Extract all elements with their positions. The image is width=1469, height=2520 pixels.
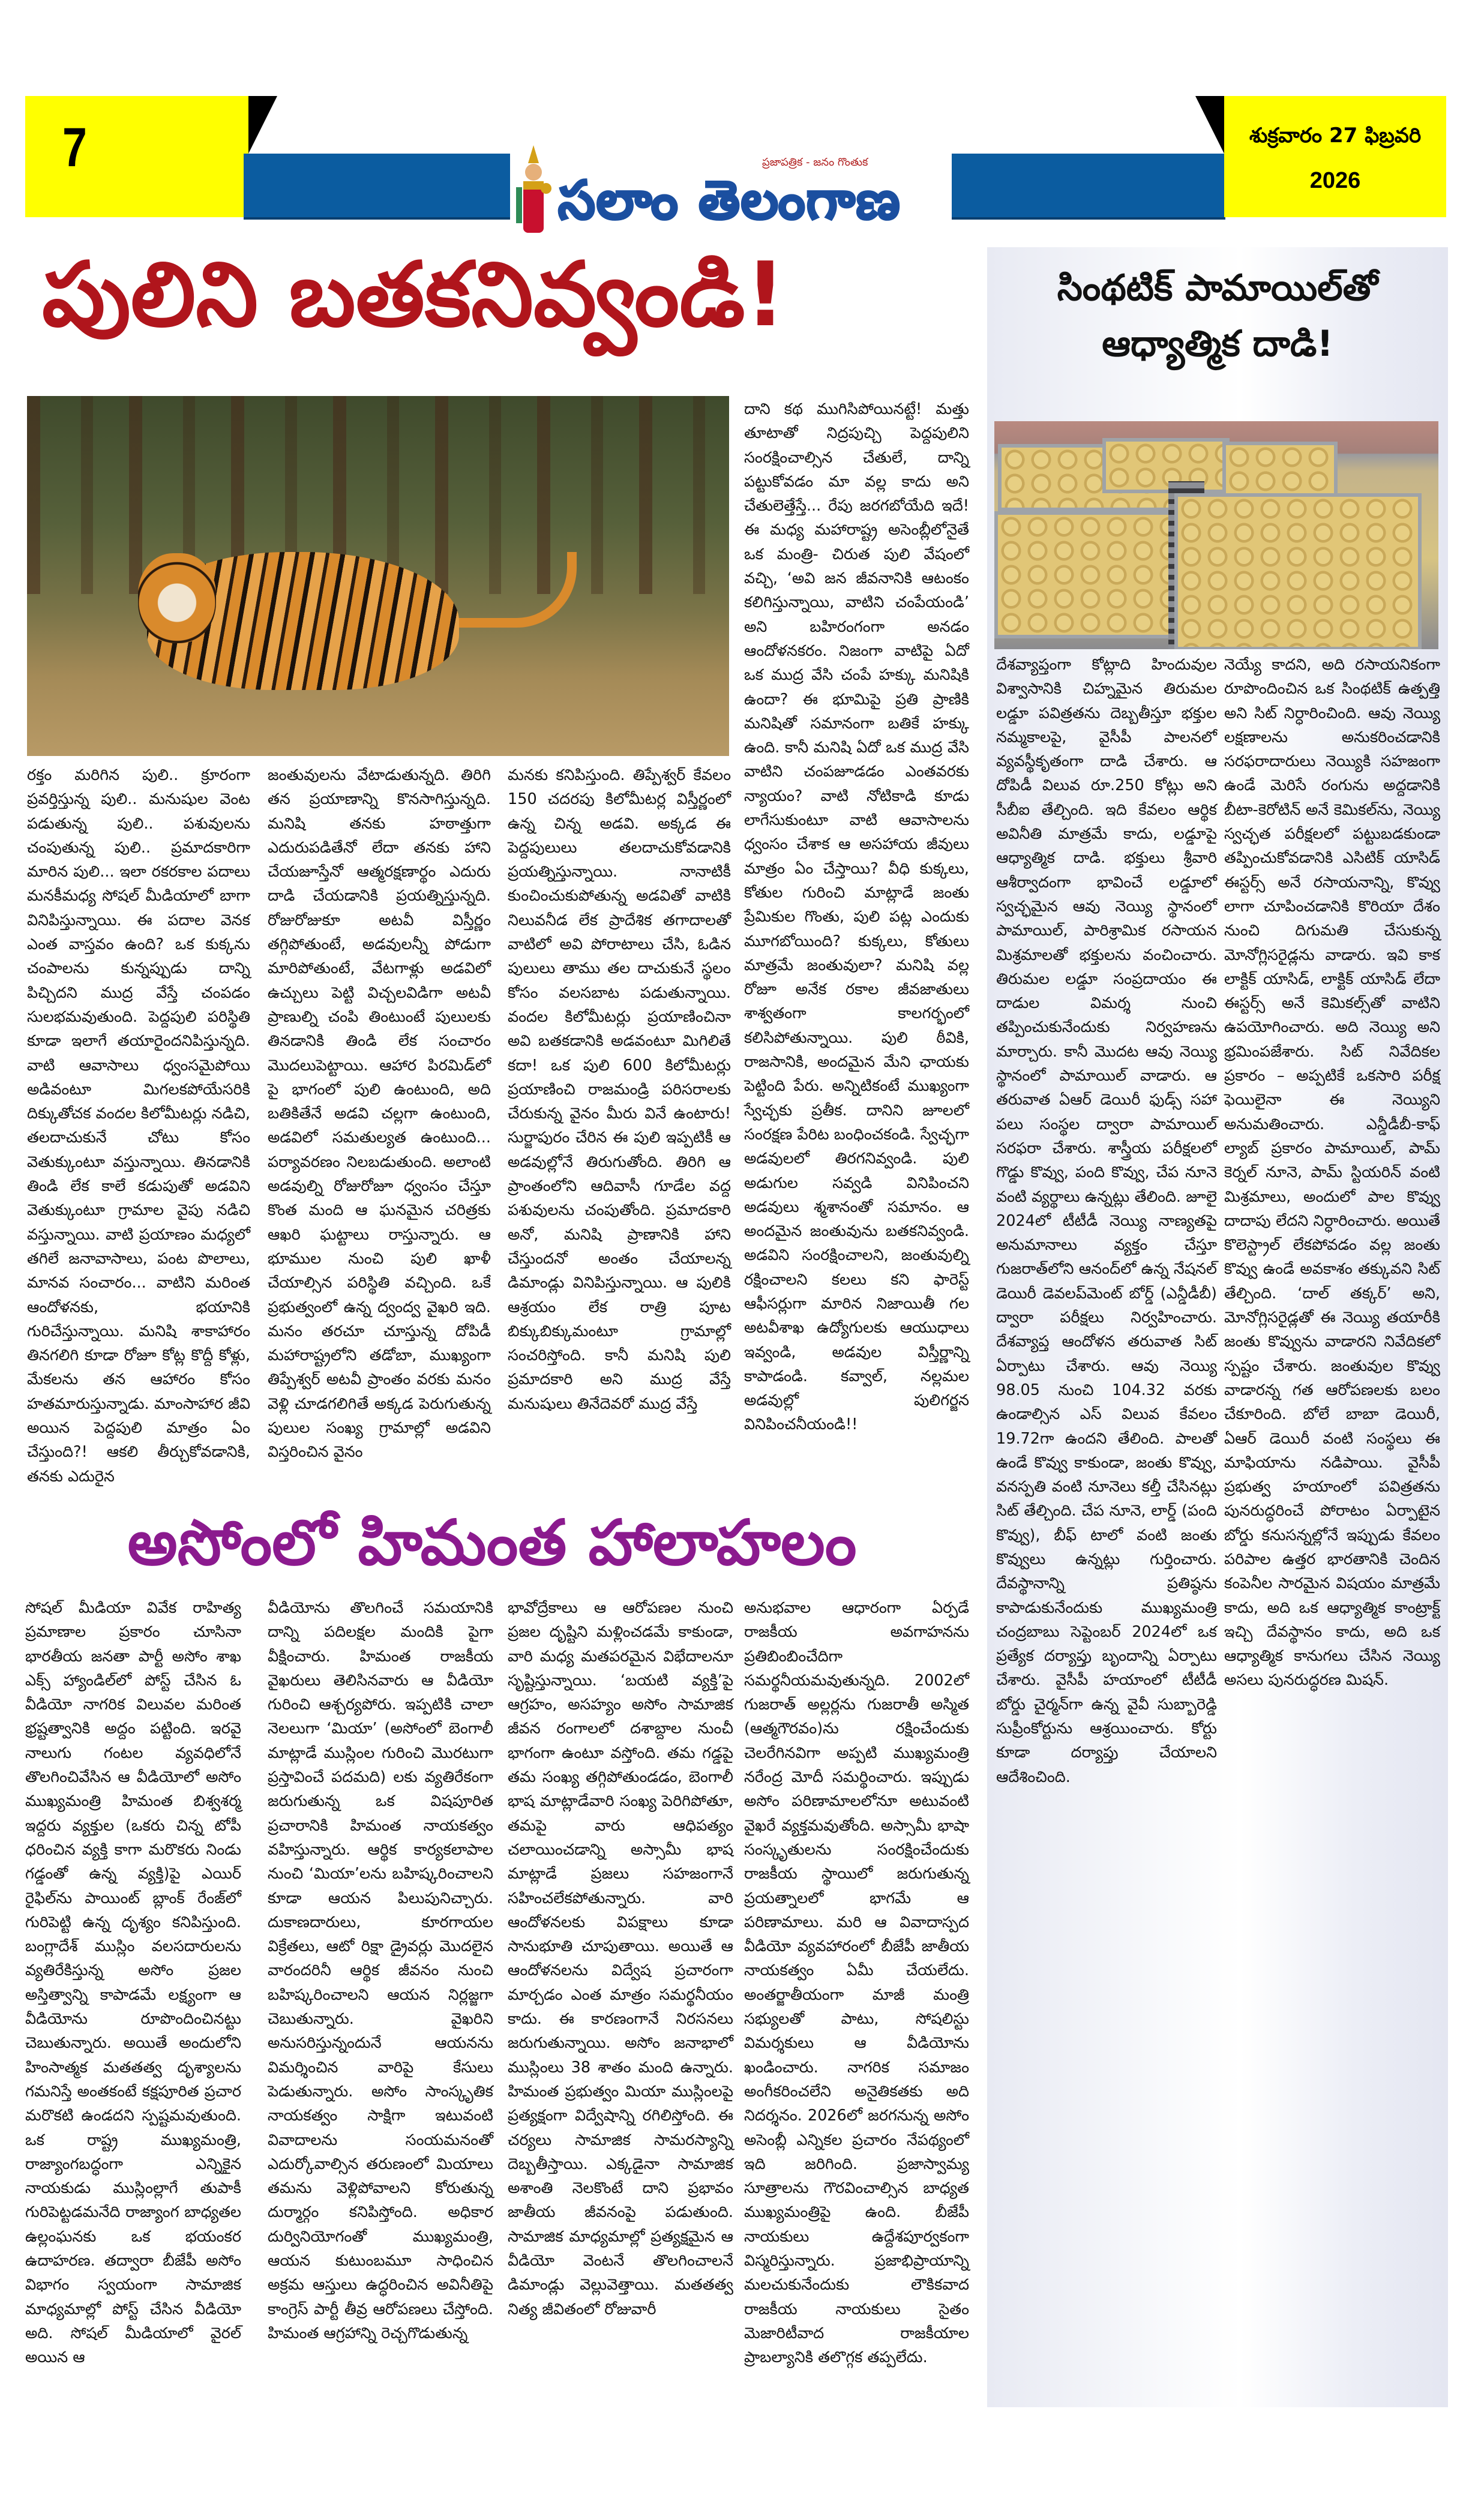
article-text: మనకు కనిపిస్తుంది. తిప్పేశ్వర్ కేవలం 150 చదరపు కిలోమీటర్ల విస్తీర్ణంలో ఉన్న చిన్న అడవి. అక్కడ ఈ పెద్దపులులు తలదాచుకోవడానికి ప్రయత్నిస్తున్నాయి. నానాటికీ కుంచించుకుపోతున్న అడవితో వాటికి నిలువనీడ లేక ప్రాదేశిక తగాదాలతో వాటిలో అవి పోరాటాలు చేసి, ఓడిన పులులు తాము తల దాచుకునే స్థలం కోసం వలసబాట పడుతున్నాయి. వందల కిలోమీటర్లు ప్రయాణించినా అవి బతకడానికి అడవంటూ మిగిలితే కదా! ఒక పులి 600 కిలోమీటర్లు ప్రయాణించి రాజమండ్రి పరిసరాలకు చేరుకున్న వైనం మీరు వినే ఉంటారు! సుర్జాపురం చేరిన ఈ పులి ఇప్పటికీ ఆ అడవుల్లోనే తిరుగుతోంది. తిరిగి ఆ ప్రాంతంలోని ఆదివాసీ గూడేల వద్ద పశువులను చంపుతోంది. ప్రమాదకారి అనో, మనిషి ప్రాణానికి హాని చేస్తుందనో అంతం చేయాలన్న డిమాండ్లు వినిపిస్తున్నాయి. ఆ పులికి ఆశ్రయం లేక రాత్రి పూట బిక్కుబిక్కుమంటూ గ్రామాల్లో సంచరిస్తోంది. కానీ మనిషి పులి ప్రమాదకారి అని ముద్ర వేస్తే మనుషులు తినేదెవరో ముద్ర వేస్తే (508, 766, 731, 1413)
sidebar-column-1 (996, 653, 1217, 1789)
article-text: నెయ్యే కాదని, అది రసాయనికంగా రూపొందించిన ఒక సింథటిక్ ఉత్పత్తి అని సిట్ నిర్ధారించింది. ఆవు నెయ్యి లక్షణాలను అనుకరించడానికి సరఫరాదారులు నెయ్యికి సహజంగా ఉండే మెరిసే రంగును అద్దడానికి బీటా-కెరోటిన్ అనే కెమికల్‌ను, నెయ్యి స్వచ్ఛత పరీక్షలలో పట్టుబడకుండా తప్పించుకోవడానికి ఎసిటిక్ యాసిడ్ ఈస్టర్స్ అనే రసాయనాన్ని, కొవ్వు లాగా చూపించడానికి కొరియా దేశం నుంచి దిగుమతి చేసుకున్న మోనోగ్లిసరైడ్లను వాడారు. ఇవి కాక లాక్టిక్ యాసిడ్, లాక్టిక్ యాసిడ్ లేదా ఈస్టర్స్ అనే కెమికల్స్‌తో వాటిని ఉపయోగించారు. అది నెయ్యి అని భ్రమింపజేశారు. సిట్ నివేదికల ప్రకారం – అప్పటికే ఒకసారి పరీక్ష ఫెయిలైనా ఈ నెయ్యిని అనుమతించారు. ఎన్డీడీబీ-కాఫ్ ల్యాబ్ ప్రకారం పామాయిల్, పామ్ కెర్నల్ నూనె, పామ్ స్టియరిన్ వంటి మిశ్రమాలు, అందులో పాల కొవ్వు దాదాపు లేదని నిర్ధారించారు. అయితే కొలెస్ట్రాల్ లేకపోవడం వల్ల జంతు కొవ్వు ఉండే అవకాశం తక్కువని సిట్ తేల్చింది. ‘దాల్ తక్కర్’ అని, మోనోగ్లిసరైడ్లతో ఈ నెయ్యి తయారీకి జంతు కొవ్వును వాడారని నివేదికలో స్పష్టం చేశారు. జంతువుల కొవ్వు వాడారన్న గత ఆరోపణలకు బలం చేకూరింది. బోలే బాబా డెయిరీ, ఏఆర్ డెయిరీ వంటి సంస్థలు ఈ మాఫియాను నడిపాయి. వైసీపీ ప్రభుత్వ హయాంలో పవిత్రతను పునరుద్ధరించే పోరాటం ఏర్పాటైన బోర్డు కనుసన్నల్లోనే ఇప్పుడు కేవలం పరిపాల ఉత్తర భారతానికి చెందిన కంపెనీల సారమైన విషయం మాత్రమే కాదు, అది ఒక ఆధ్యాత్మిక కాంట్రాక్ట్ ఇచ్చి దేవస్థానం కాదు, అది ఒక ఆధ్యాత్మిక కానుగలు చేసిన నెయ్యి అసలు పునరుద్ధరణ మిషన్. (1224, 656, 1440, 1690)
goddess-icon (515, 145, 552, 235)
tiger-article-column-2 (268, 763, 491, 1465)
article-text: అనుభవాల ఆధారంగా ఏర్పడే రాజకీయ అవగాహనను ప్రతిబింబించేదిగా సమర్థనీయమవుతున్నది. 2002లో గుజరాత్ అల్లర్లను గుజరాతీ అస్మిత (ఆత్మగౌరవం)ను రక్షించేందుకు చెలరేగినవిగా అప్పటి ముఖ్యమంత్రి నరేంద్ర మోదీ సమర్థించారు. ఇప్పుడు అసోం పరిణామాలలోనూ అటువంటి వైఖరే వ్యక్తమవుతోంది. అస్సామీ భాషా సంస్కృతులను సంరక్షించేందుకు రాజకీయ స్థాయిలో జరుగుతున్న ప్రయత్నాలలో భాగమే ఆ పరిణామాలు. మరి ఆ వివాదాస్పద వీడియో వ్యవహారంలో బీజేపీ జాతీయ నాయకత్వం ఏమీ చేయలేదు. అంతర్జాతీయంగా మాజీ మంత్రి సభ్యులతో పాటు, సోషలిస్టు విమర్శకులు ఆ వీడియోను ఖండించారు. నాగరిక సమాజం అంగీకరించలేని అనైతికతకు అది నిదర్శనం. 2026లో జరగనున్న అసోం అసెంబ్లీ ఎన్నికల ప్రచారం నేపథ్యంలో ఇది జరిగింది. ప్రజాస్వామ్య సూత్రాలను గౌరవించాల్సిన బాధ్యత ముఖ్యమంత్రిపై ఉంది. బీజేపీ నాయకులు ఉద్దేశపూర్వకంగా విస్మరిస్తున్నారు. ప్రజాభిప్రాయాన్ని మలచుకునేందుకు లౌకికవాద రాజకీయ నాయకులు సైతం మెజారిటీవాద రాజకీయాల ప్రాబల్యానికి తలొగ్గక తప్పలేదు. (744, 1599, 969, 2367)
article-text: జంతువులను వేటాడుతున్నది. తిరిగి తన ప్రయాణాన్ని కొనసాగిస్తున్నది. మనిషి తనకు హఠాత్తుగా ఎదురుపడితేనో లేదా తనకు హాని చేయజూస్తేనో ఆత్మరక్షణార్థం ఎదురు దాడి చేయడానికి ప్రయత్నిస్తున్నది. రోజురోజుకూ అటవీ విస్తీర్ణం తగ్గిపోతుంటే, అడవులన్నీ పోడుగా మారిపోతుంటే, వేటగాళ్లు అడవిలో ఉచ్చులు పెట్టి విచ్చలవిడిగా అటవీ ప్రాణుల్ని చంపి తింటుంటే పులులకు తినడానికి తిండి లేక సంచారం మొదలుపెట్టాయి. ఆహార పిరమిడ్‌లో పై భాగంలో పులి ఉంటుంది, అది బతికితేనే అడవి చల్లగా ఉంటుంది, అడవిలో సమతుల్యత ఉంటుంది... పర్యావరణం నిలబడుతుంది. అలాంటి అడవుల్ని రోజురోజూ ధ్వంసం చేస్తూ కొంత మంది ఆ ఘనమైన చరిత్రకు ఆఖరి ఘట్టాలు రాస్తున్నారు. ఆ భూముల నుంచి పులి ఖాళీ చేయాల్సిన పరిస్థితి వచ్చింది. ఒకే ప్రభుత్వంలో ఉన్న ద్వంద్వ వైఖరి ఇది. మనం తరచూ చూస్తున్న దోపిడీ మహారాష్ట్రలోని తడోబా, ముఖ్యంగా తిప్పేశ్వర్ అటవీ ప్రాంతం వరకు మనం వెళ్లి చూడగలిగితే అక్కడ పెరుగుతున్న పులుల సంఖ్య గ్రామాల్లో అడవిని విస్తరించిన వైనం (268, 766, 491, 1462)
laddu-tray (1174, 493, 1422, 649)
laddu-tray (1102, 438, 1230, 493)
tiger-article-column-1 (27, 763, 250, 1489)
masthead-divider-left (248, 96, 277, 154)
issue-date-year: 2026 (1309, 168, 1361, 193)
article-text: దాని కథ ముగిసిపోయినట్టే! మత్తు తూటాతో నిద్రపుచ్చి పెద్దపులిని సంరక్షించాల్సిన చేతులే, దాన్ని పట్టుకోవడం మా వల్ల కాదు అని చేతులెత్తేస్తే... రేపు జరగబోయేది ఇదే! ఈ మధ్య మహారాష్ట్ర అసెంబ్లీలోనైతే ఒక మంత్రి- చిరుత పులి వేషంలో వచ్చి, ‘అవి జన జీవనానికి ఆటంకం కలిగిస్తున్నాయి, వాటిని చంపేయండి’ అని బహిరంగంగా అనడం ఆందోళనకరం. నిజంగా వాటిపై ఏదో ఒక ముద్ర వేసి చంపే హక్కు మనిషికి ఉందా? ఈ భూమిపై ప్రతి ప్రాణికి మనిషితో సమానంగా బతికే హక్కు ఉంది. కానీ మనిషి ఏదో ఒక ముద్ర వేసి వాటిని చంపజూడడం ఎంతవరకు న్యాయం? వాటి నోటికాడి కూడు లాగేసుకుంటూ వాటి ఆవాసాలను ధ్వంసం చేశాక ఆ అసహాయ జీవులు మాత్రం ఏం చేస్తాయి? వీధి కుక్కలు, కోతుల గురించి మాట్లాడే జంతు ప్రేమికుల గొంతు, పులి పట్ల ఎందుకు మూగబోయింది? కుక్కలు, కోతులు మాత్రమే జంతువులా? మనిషి వల్ల రోజూ అనేక రకాల జీవజాతులు శాశ్వతంగా కాలగర్భంలో కలిసిపోతున్నాయి. పులి ఠీవికి, రాజసానికి, అందమైన మేని ఛాయకు పెట్టింది పేరు. అన్నిటికంటే ముఖ్యంగా స్వేచ్ఛకు ప్రతీక. దానిని జూలలో సంరక్షణ పేరిట బంధించకండి. స్వేచ్ఛగా అడవులలో తిరగనివ్వండి. పులి అడుగుల సవ్వడి వినిపించని అడవులు శ్మశానంతో సమానం. ఆ అందమైన జంతువును బతకనివ్వండి. అడవిని సంరక్షించాలని, జంతువుల్ని రక్షించాలని కలలు కని ఫారెస్ట్ ఆఫీసర్లుగా మారిన నిజాయితీ గల అటవీశాఖ ఉద్యోగులకు ఆయుధాలు ఇవ్వండి, అడవుల విస్తీర్ణాన్ని కాపాడండి. కవ్వాల్, నల్లమల అడవుల్లో పులిగర్జన వినిపించనీయండి!! (744, 400, 969, 1434)
sidebar-column-2 (1224, 653, 1440, 1693)
page-number: 7 (62, 117, 87, 178)
assam-article-column-1 (25, 1596, 241, 2370)
issue-date-badge (1224, 96, 1446, 217)
tiger-article-headline: పులిని బతకనివ్వండి! (42, 243, 786, 346)
article-text: భావోద్రేకాలు ఆ ఆరోపణల నుంచి ప్రజల దృష్టిని మళ్లించడమే కాకుండా, వారి మధ్య మతపరమైన విభేదాలనూ సృష్టిస్తున్నాయి. ‘బయటి వ్యక్తి’పై ఆగ్రహం, అసహ్యం అసోం సామాజిక జీవన రంగాలలో దశాబ్దాల నుంచీ భాగంగా ఉంటూ వస్తోంది. తమ గడ్డపై తమ సంఖ్య తగ్గిపోతుండడం, బెంగాలీ భాష మాట్లాడేవారి సంఖ్య పెరిగిపోతూ, తమపై వారు ఆధిపత్యం చలాయించడాన్ని అస్సామీ భాష మాట్లాడే ప్రజలు సహజంగానే సహించలేకపోతున్నారు. వారి ఆందోళనలకు విపక్షాలు కూడా సానుభూతి చూపుతాయి. అయితే ఆ ఆందోళనలను విద్వేష ప్రచారంగా మార్చడం ఎంత మాత్రం సమర్థనీయం కాదు. ఈ కారణంగానే నిరసనలు జరుగుతున్నాయి. అసోం జనాభాలో ముస్లింలు 38 శాతం మంది ఉన్నారు. హిమంత ప్రభుత్వం మియా ముస్లింలపై ప్రత్యక్షంగా విద్వేషాన్ని రగిలిస్తోంది. ఈ చర్యలు సామాజిక సామరస్యాన్ని దెబ్బతీస్తాయి. ఎక్కడైనా సామాజిక అశాంతి నెలకొంటే దాని ప్రభావం జాతీయ జీవనంపై పడుతుంది. సామాజిక మాధ్యమాల్లో ప్రత్యక్షమైన ఆ వీడియో వెంటనే తొలగించాలనే డిమాండ్లు వెల్లువెత్తాయి. మతతత్వ నిత్య జీవితంలో రోజువారీ (508, 1599, 733, 2318)
logo-title: సలాం తెలంగాణ (558, 169, 901, 231)
assam-article-column-2 (268, 1596, 493, 2345)
laddu-trays-photo (994, 421, 1438, 649)
sidebar-headline-line-1: సింథటిక్ పామాయిల్‌తో (1057, 267, 1378, 309)
newspaper-logo (510, 142, 952, 240)
assam-article-column-4 (744, 1596, 969, 2370)
masthead-divider-right (1195, 96, 1224, 154)
issue-date-day: శుక్రవారం 27 ఫిబ్రవరి (1249, 124, 1422, 148)
assam-article-column-3 (508, 1596, 733, 2321)
tiger-article-column-4 (744, 397, 969, 1437)
sidebar-headline (987, 260, 1448, 372)
tiger-head (138, 553, 216, 643)
sidebar-headline-line-2: ఆధ్యాత్మిక దాడి! (1102, 323, 1333, 365)
page-number-badge (25, 96, 248, 217)
article-text: రక్తం మరిగిన పులి.. క్రూరంగా ప్రవర్తిస్తున్న పులి.. మనుషుల వెంట పడుతున్న పులి.. పశువులను చంపుతున్న పులి.. ప్రమాదకారిగా మారిన పులి... ఇలా రకరకాల పదాలు మనకీమధ్య సోషల్ మీడియాలో బాగా వినిపిస్తున్నాయి. ఈ పదాల వెనక ఎంత వాస్తవం ఉంది? ఒక కుక్కను చంపాలను కున్నప్పుడు దాన్ని పిచ్చిదని ముద్ర వేస్తే చంపడం సులభమవుతుంది. పెద్దపులి పరిస్థితి కూడా ఇలాగే తయారైందనిపిస్తున్నది. వాటి ఆవాసాలు ధ్వంసమైపోయి అడివంటూ మిగలకపోయేసరికి దిక్కుతోచక వందల కిలోమీటర్లు నడిచి, తలదాచుకునే చోటు కోసం వెతుక్కుంటూ వస్తున్నాయి. తినడానికి తిండి లేక కాలే కడుపుతో అడవిని వెతుక్కుంటూ గ్రామాల వైపు నడిచి వస్తున్నాయి. వాటి ప్రయాణం మధ్యలో తగిలే జనావాసాలు, పంట పొలాలు, మానవ సంచారం... వాటిని మరింత ఆందోళనకు, భయానికి గురిచేస్తున్నాయి. మనిషి శాకాహారం తినగలిగి కూడా రోజూ కోట్ల కొద్దీ కోళ్లు, మేకలను తన ఆహారం కోసం హతమారుస్తున్నాడు. మాంసాహార జీవి అయిన పెద్దపులి మాత్రం ఏం చేస్తుంది?! ఆకలి తీర్చుకోవడానికి, తనకు ఎదురైన (27, 766, 250, 1486)
article-text: దేశవ్యాప్తంగా కోట్లాది హిందువుల విశ్వాసానికి చిహ్నమైన తిరుమల లడ్డూ పవిత్రతను దెబ్బతీస్తూ భక్తుల నమ్మకాలపై, వైసీపీ పాలనలో వ్యవస్థీకృతంగా దాడి చేశారు. ఆ దోపిడీ విలువ రూ.250 కోట్లు అని సీబీఐ తేల్చింది. ఇది కేవలం ఆర్థిక అవినీతి మాత్రమే కాదు, లడ్డూపై ఆధ్యాత్మిక దాడి. భక్తులు శ్రీవారి ఆశీర్వాదంగా భావించే లడ్డూలో స్వచ్ఛమైన ఆవు నెయ్యి స్థానంలో పామాయిల్, పారిశ్రామిక రసాయన మిశ్రమాలతో భక్తులను వంచించారు. తిరుమల లడ్డూ సంప్రదాయం ఈ దాడుల విమర్శ నుంచి తప్పించుకునేందుకు నిర్వహణను మార్చారు. కానీ మొదట ఆవు నెయ్యి స్థానంలో పామాయిల్ వాడారు. ఆ తరువాత ఏఆర్ డెయిరీ ఫుడ్స్ సహా పలు సంస్థల ద్వారా పామాయిల్ సరఫరా చేశారు. శాస్త్రీయ పరీక్షలలో గొడ్డు కొవ్వు, పంది కొవ్వు, చేప నూనె వంటి వ్యర్థాలు ఉన్నట్లు తేలింది. జూలై 2024లో టీటీడీ నెయ్యి నాణ్యతపై అనుమానాలు వ్యక్తం చేస్తూ గుజరాత్‌లోని ఆనంద్‌లో ఉన్న నేషనల్ డెయిరీ డెవలప్‌మెంట్ బోర్డ్ (ఎన్డీడీబీ) ద్వారా పరీక్షలు నిర్వహించారు. దేశవ్యాప్త ఆందోళన తరువాత సిట్ ఏర్పాటు చేశారు. ఆవు నెయ్యి 98.05 నుంచి 104.32 వరకు ఉండాల్సిన ఎస్ విలువ కేవలం 19.72గా ఉందని తేలింది. పాలతో ఉండే కొవ్వు కాకుండా, జంతు కొవ్వు, వనస్పతి వంటి నూనెలు కల్తీ చేసినట్లు సిట్ తేల్చింది. చేప నూనె, లార్డ్ (పంది కొవ్వు), బీఫ్ టాలో వంటి జంతు కొవ్వులు ఉన్నట్లు గుర్తించారు. దేవస్థానాన్ని ప్రతిష్ఠను కాపాడుకునేందుకు ముఖ్యమంత్రి చంద్రబాబు సెప్టెంబర్ 2024లో ఒక ప్రత్యేక దర్యాప్తు బృందాన్ని ఏర్పాటు చేశారు. వైసీపీ హయాంలో టీటీడీ బోర్డు చైర్మన్‌గా ఉన్న వైవీ సుబ్బారెడ్డి సుప్రీంకోర్టును ఆశ్రయించారు. కోర్టు కూడా దర్యాప్తు చేయాలని ఆదేశించింది. (996, 656, 1217, 1786)
tiger-photo (27, 396, 729, 756)
assam-article-headline: అసోంలో హిమంత హాలాహలం (127, 1506, 857, 1579)
logo-tagline: ప్రజాపత్రిక - జనం గొంతుక (762, 156, 868, 169)
tiger-tail (447, 552, 577, 628)
article-text: సోషల్ మీడియా వివేక రాహిత్య ప్రమాణాల ప్రకారం చూసినా భారతీయ జనతా పార్టీ అసోం శాఖ ఎక్స్ హ్యాండిల్‌లో పోస్ట్ చేసిన ఓ వీడియో నాగరిక విలువల మరింత భ్రష్టత్వానికి అద్దం పట్టింది. ఇరవై నాలుగు గంటల వ్యవధిలోనే తొలగించివేసిన ఆ వీడియోలో అసోం ముఖ్యమంత్రి హిమంత బిశ్వశర్మ ఇద్దరు వ్యక్తుల (ఒకరు చిన్న టోపీ ధరించిన వ్యక్తి కాగా మరొకరు నిండు గడ్డంతో ఉన్న వ్యక్తి)పై ఎయిర్ రైఫిల్‌ను పాయింట్ బ్లాంక్ రేంజ్‌లో గురిపెట్టి ఉన్న దృశ్యం కనిపిస్తుంది. బంగ్లాదేశ్ ముస్లిం వలసదారులను వ్యతిరేకిస్తున్న అసోం ప్రజల అస్తిత్వాన్ని కాపాడమే లక్ష్యంగా ఆ వీడియోను రూపొందించినట్టు చెబుతున్నారు. అయితే అందులోని హింసాత్మక మతతత్వ దృశ్యాలను గమనిస్తే అంతకంటే కక్షపూరిత ప్రచార మరొకటి ఉండదని స్పష్టమవుతుంది. ఒక రాష్ట్ర ముఖ్యమంత్రి, రాజ్యాంగబద్ధంగా ఎన్నికైన నాయకుడు ముస్లింల్లాగే తుపాకీ గురిపెట్టడమనేది రాజ్యాంగ బాధ్యతల ఉల్లంఘనకు ఒక భయంకర ఉదాహరణ. తద్వారా బీజేపీ అసోం విభాగం స్వయంగా సామాజిక మాధ్యమాల్లో పోస్ట్ చేసిన వీడియో అది. సోషల్ మీడియాలో వైరల్ అయిన ఆ (25, 1599, 241, 2367)
tiger-article-column-3 (508, 763, 731, 1416)
article-text: వీడియోను తొలగించే సమయానికి దాన్ని పదిలక్షల మందికి పైగా వీక్షించారు. హిమంత రాజకీయ వైఖరులు తెలిసినవారు ఆ వీడియో గురించి ఆశ్చర్యపోరు. ఇప్పటికి చాలా నెలలుగా ‘మియా’ (అసోంలో బెంగాలీ మాట్లాడే ముస్లింల గురించి మొరటుగా ప్రస్తావించే పదమది) లకు వ్యతిరేకంగా జరుగుతున్న ఒక విషపూరిత ప్రచారానికి హిమంత నాయకత్వం వహిస్తున్నారు. ఆర్థిక కార్యకలాపాల నుంచి ‘మియా’లను బహిష్కరించాలని కూడా ఆయన పిలుపునిచ్చారు. దుకాణదారులు, కూరగాయల విక్రేతలు, ఆటో రిక్షా డ్రైవర్లు మొదలైన వారందరినీ ఆర్థిక జీవనం నుంచి బహిష్కరించాలని ఆయన నిర్లజ్జగా చెబుతున్నారు. వైఖరిని అనుసరిస్తున్నందునే ఆయనను విమర్శించిన వారిపై కేసులు పెడుతున్నారు. అసోం సాంస్కృతిక నాయకత్వం సాక్షిగా ఇటువంటి వివాదాలను సంయమనంతో ఎదుర్కోవాల్సిన తరుణంలో మియాలు తమను వెళ్లిపోవాలని కోరుతున్న దుర్మార్గం కనిపిస్తోంది. అధికార దుర్వినియోగంతో ముఖ్యమంత్రి, ఆయన కుటుంబమూ సాధించిన అక్రమ ఆస్తులు ఉద్ధరించిన అవినీతిపై కాంగ్రెస్ పార్టీ తీవ్ర ఆరోపణలు చేస్తోంది. హిమంత ఆగ్రహాన్ని రెచ్చగొడుతున్న (268, 1599, 493, 2342)
